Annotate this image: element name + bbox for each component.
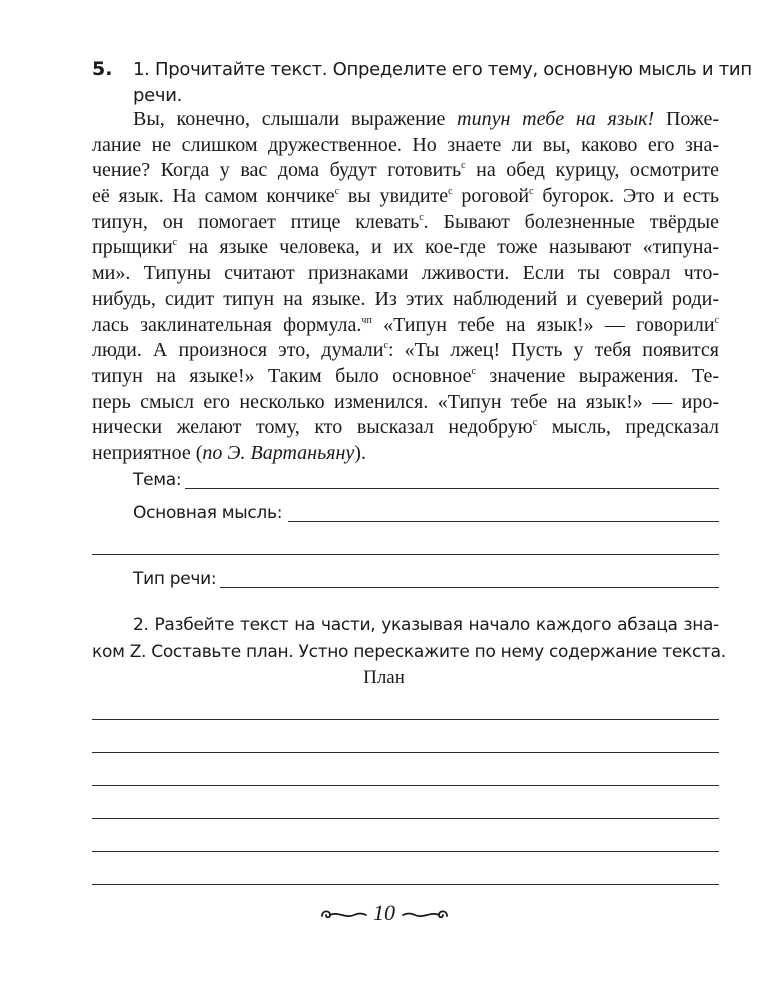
plan-answer-line[interactable] [92, 752, 719, 753]
main-idea-answer-line[interactable] [288, 521, 719, 522]
passage-line: лась заклинательная формула.$^{чп}$ «Типун тебе на язык!» — говорили$^с$ [92, 313, 719, 336]
italic-phrase: типун тебе на язык! [457, 108, 655, 130]
passage-line: ми». Типуны считают признаками лживости. Если ты соврал что- [92, 262, 719, 285]
theme-label: Тема: [133, 470, 182, 490]
theme-answer-line[interactable] [185, 488, 719, 489]
orthogram-mark: с [172, 237, 178, 249]
speech-type-label: Тип речи: [133, 569, 217, 589]
passage-line: люди. А произнося это, думали$^с$: «Ты лжец! Пусть у тебя появится [92, 339, 719, 362]
passage-line: неприятное (по Э. Вартаньяну). [92, 441, 366, 464]
swash-ornament-right-icon [401, 907, 449, 923]
passage-line: типун, он помогает птице клевать$^с$. Бывают болезненные твёрдые [92, 210, 719, 233]
orthogram-mark: с [383, 340, 388, 352]
page-number: 10 [373, 900, 395, 925]
task-1-instruction [133, 57, 752, 109]
plan-answer-line[interactable] [92, 785, 719, 786]
page-footer [0, 900, 768, 926]
task-2-line: 2. Разбейте текст на части, указывая начало каждого абзаца зна- [133, 615, 719, 635]
task-2-line: ком Z. Составьте план. Устно перескажите по нему содержание текста. [92, 642, 726, 662]
punctogram-mark: чп [361, 314, 372, 326]
orthogram-mark: с [471, 365, 476, 377]
passage-line: её язык. На самом кончике$^с$ вы увидите$^с$ роговой$^с$ бугорок. Это и есть [92, 185, 719, 208]
plan-answer-line[interactable] [92, 884, 719, 885]
orthogram-mark: с [532, 417, 538, 429]
main-idea-answer-line-2[interactable] [92, 554, 719, 555]
passage-line: нически желают тому, кто высказал недобрую$^с$ мысль, предсказал [92, 416, 720, 439]
plan-heading: План [363, 667, 405, 688]
passage-line: прыщики$^с$ на языке человека, и их кое-где тоже называют «типуна- [92, 236, 719, 259]
passage-line: Вы, конечно, слышали выражение типун тебе на язык! Поже- [133, 108, 719, 130]
swash-ornament-left-icon [320, 907, 368, 923]
task-2-instruction [92, 612, 726, 666]
task-1-line: речи. [133, 85, 183, 106]
reading-passage [92, 107, 719, 467]
orthogram-mark: с [334, 186, 340, 198]
passage-line: чение? Когда у вас дома будут готовить$^с$ на обед курицу, осмотрите [92, 159, 719, 182]
plan-answer-line[interactable] [92, 818, 719, 819]
orthogram-mark: с [529, 186, 534, 198]
passage-line: перь смысл его несколько изменился. «Типун тебе на язык!» — иро- [92, 390, 719, 413]
passage-line: типун на языке!» Таким было основное$^с$ значение выражения. Те- [92, 364, 719, 387]
source-attribution: по Э. Вартаньяну [202, 441, 355, 464]
orthogram-mark: с [419, 211, 424, 223]
plan-answer-line[interactable] [92, 851, 719, 852]
plan-answer-line[interactable] [92, 719, 719, 720]
main-idea-label: Основная мысль: [133, 503, 283, 523]
passage-line: нибудь, сидит типун на языке. Из этих наблюдений и суеверий роди- [92, 287, 719, 310]
orthogram-mark: с [714, 314, 719, 326]
task-1-line: 1. Прочитайте текст. Определите его тему, основную мысль и тип [133, 59, 752, 80]
speech-type-answer-line[interactable] [220, 587, 719, 588]
orthogram-mark: с [448, 186, 453, 198]
passage-line: лание не слишком дружественное. Но знаете ли вы, каково его зна- [92, 133, 719, 156]
exercise-number: 5. [92, 58, 113, 80]
orthogram-mark: с [461, 160, 466, 172]
